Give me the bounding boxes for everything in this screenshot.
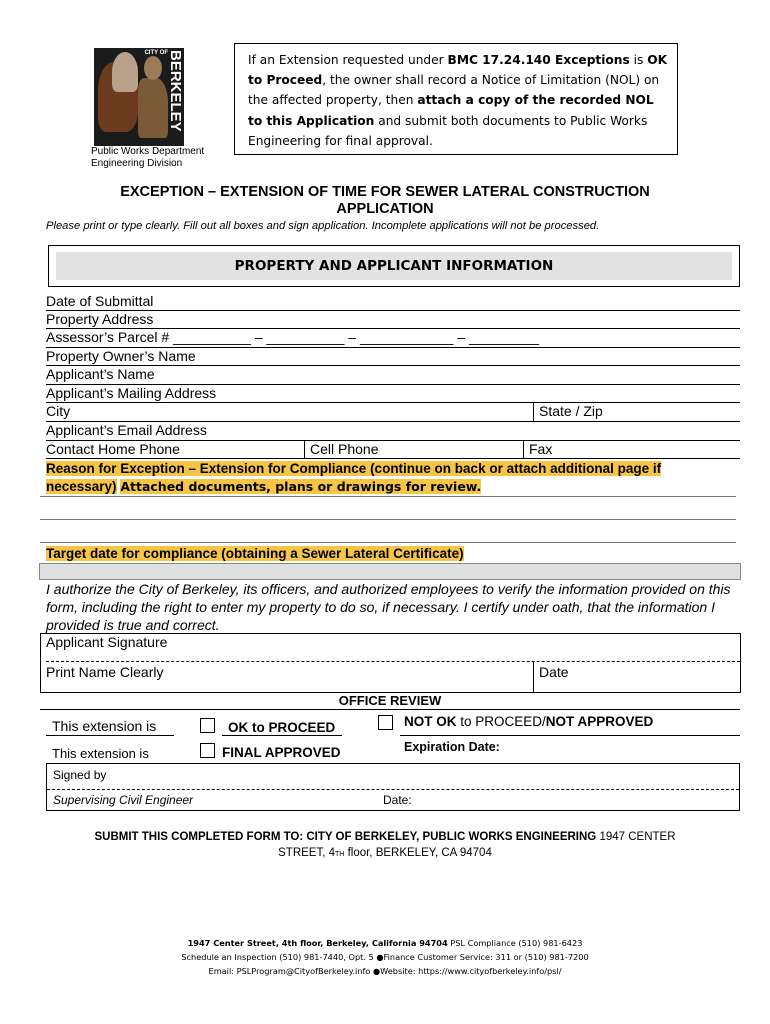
supervising-engineer-label: Supervising Civil Engineer: [53, 793, 194, 807]
state-zip-label: State / Zip: [539, 403, 603, 419]
city-divider: [533, 402, 534, 421]
form-title-line1: EXCEPTION – EXTENSION OF TIME FOR SEWER LATERAL CONSTRUCTION: [120, 184, 650, 200]
notice-bold-ok: OK to Proceed: [248, 53, 668, 88]
notice-text: and submit both documents to Public Works Engineering for final approval.: [248, 113, 648, 148]
extension-row1-underline: [46, 735, 174, 736]
submit-address-1: 1947 CENTER: [596, 831, 676, 843]
reason-label-text2: necessary): [46, 479, 117, 494]
department-line1: Public Works Department: [91, 146, 205, 157]
ok-to-proceed-label: OK to PROCEED: [228, 720, 336, 735]
reason-label-text: Reason for Exception – Extension for Compliance (continue on back or attach additional page if: [46, 461, 662, 476]
not-ok-checkbox[interactable]: [378, 715, 393, 730]
reason-label-line2: [46, 478, 481, 495]
form-title-line2: APPLICATION: [336, 201, 434, 217]
logo-berkeley: BERKELEY: [167, 50, 184, 132]
footer-address-a: 1947 Center Street, 4: [187, 938, 288, 948]
submit-address-2a: STREET, 4: [278, 847, 336, 859]
page-footer: [40, 936, 730, 978]
cell-phone-label: Cell Phone: [310, 441, 379, 457]
date-of-submittal-label: Date of Submittal: [46, 293, 154, 309]
print-name-label: Print Name Clearly: [46, 664, 164, 680]
office-review-heading: OFFICE REVIEW: [338, 693, 442, 708]
not-ok-underline: [400, 735, 740, 736]
footer-schedule: Schedule an Inspection (510) 981-7440, Opt. 5 ●Finance Customer Service: 311 or (510) 981-7200: [181, 952, 589, 962]
submit-instructions: [40, 829, 730, 863]
office-review-rule: [40, 709, 740, 710]
final-approved-label: FINAL APPROVED: [222, 745, 341, 760]
footer-address-sup: th: [287, 938, 298, 948]
phone-divider-2: [523, 440, 524, 459]
reason-line-1[interactable]: [40, 496, 736, 497]
target-date-label: [46, 545, 464, 562]
department-line2: Engineering Division: [91, 158, 183, 169]
target-date-field[interactable]: [39, 563, 741, 580]
not-ok-text: NOT OK: [404, 714, 457, 729]
home-phone-label: Contact Home Phone: [46, 441, 180, 457]
logo-city-of: CITY OF: [144, 50, 168, 56]
assessor-parcel-label: Assessor’s Parcel # __________ – __________ – ____________ – _________: [46, 329, 540, 345]
not-ok-label: [404, 713, 653, 730]
ok-to-proceed-checkbox[interactable]: [200, 718, 215, 733]
city-of-berkeley-logo: [94, 48, 184, 146]
notice-text: If an Extension requested under: [248, 53, 448, 67]
signed-by-field[interactable]: [47, 789, 739, 790]
extension-row1-label: This extension is: [52, 718, 157, 734]
expiration-date-label: Expiration Date:: [404, 740, 500, 754]
ok-underline: [222, 735, 342, 736]
applicant-signature-field[interactable]: [46, 661, 740, 662]
email-label: Applicant’s Email Address: [46, 422, 207, 438]
reason-line-3[interactable]: [40, 542, 736, 543]
extension-notice-box: [234, 43, 678, 155]
fax-label: Fax: [529, 441, 553, 457]
print-name-divider: [533, 662, 534, 693]
property-address-label: Property Address: [46, 311, 154, 327]
applicant-name-label: Applicant’s Name: [46, 366, 155, 382]
mailing-address-field[interactable]: [46, 402, 740, 403]
reason-label-line1: [46, 460, 661, 477]
target-date-text: Target date for compliance (obtaining a Sewer Lateral Certificate): [46, 546, 464, 561]
notice-text: is: [629, 53, 648, 67]
submit-address-2b: floor, BERKELEY, CA 94704: [344, 847, 492, 859]
submit-address-sup: TH: [335, 851, 345, 858]
phone-divider-1: [304, 440, 305, 459]
attached-documents-label: Attached documents, plans or drawings for review.: [120, 479, 482, 494]
notice-bold-bmc: BMC 17.24.140 Exceptions: [447, 53, 630, 67]
notice-text: , the owner shall record a Notice of Limitation (NOL) on the affected property, then: [248, 73, 660, 108]
not-approved-text: NOT APPROVED: [545, 714, 654, 729]
footer-address-b: floor, Berkeley, California 94704: [297, 938, 448, 948]
footer-contact: Email: PSLProgram@CityofBerkeley.info ●Website: https://www.cityofberkeley.info/psl/: [208, 966, 562, 976]
signature-right-rule: [740, 633, 741, 693]
extension-row2-label: This extension is: [52, 746, 149, 761]
mailing-address-label: Applicant’s Mailing Address: [46, 385, 217, 401]
final-approved-checkbox[interactable]: [200, 743, 215, 758]
section-heading: PROPERTY AND APPLICANT INFORMATION: [56, 252, 732, 280]
signature-date-label: Date: [539, 664, 569, 680]
phone-field-row[interactable]: [46, 458, 740, 459]
signed-by-label: Signed by: [53, 768, 107, 782]
owner-name-label: Property Owner’s Name: [46, 348, 196, 364]
not-ok-mid: to PROCEED/: [456, 714, 546, 729]
signed-date-label: Date:: [383, 793, 412, 807]
department-label: [91, 146, 204, 170]
applicant-signature-label: Applicant Signature: [46, 634, 168, 650]
instructions: Please print or type clearly. Fill out all boxes and sign application. Incomplete applications will not be processed.: [46, 220, 600, 232]
signature-left-rule: [40, 633, 41, 693]
notice-bold-attach: attach a copy of the recorded NOL to this Application: [248, 93, 654, 128]
submit-bold: SUBMIT THIS COMPLETED FORM TO: CITY OF BERKELEY, PUBLIC WORKS ENGINEERING: [94, 831, 597, 843]
city-label: City: [46, 403, 71, 419]
reason-line-2[interactable]: [40, 519, 736, 520]
footer-psl-phone: PSL Compliance (510) 981-6423: [447, 938, 583, 948]
form-title: [40, 184, 730, 218]
authorization-statement: I authorize the City of Berkeley, its officers, and authorized employees to verify the information provided on this form, including the right to enter my property to do so, if necessary. I certify under oath, that the information I provided is true and correct.: [46, 581, 731, 633]
